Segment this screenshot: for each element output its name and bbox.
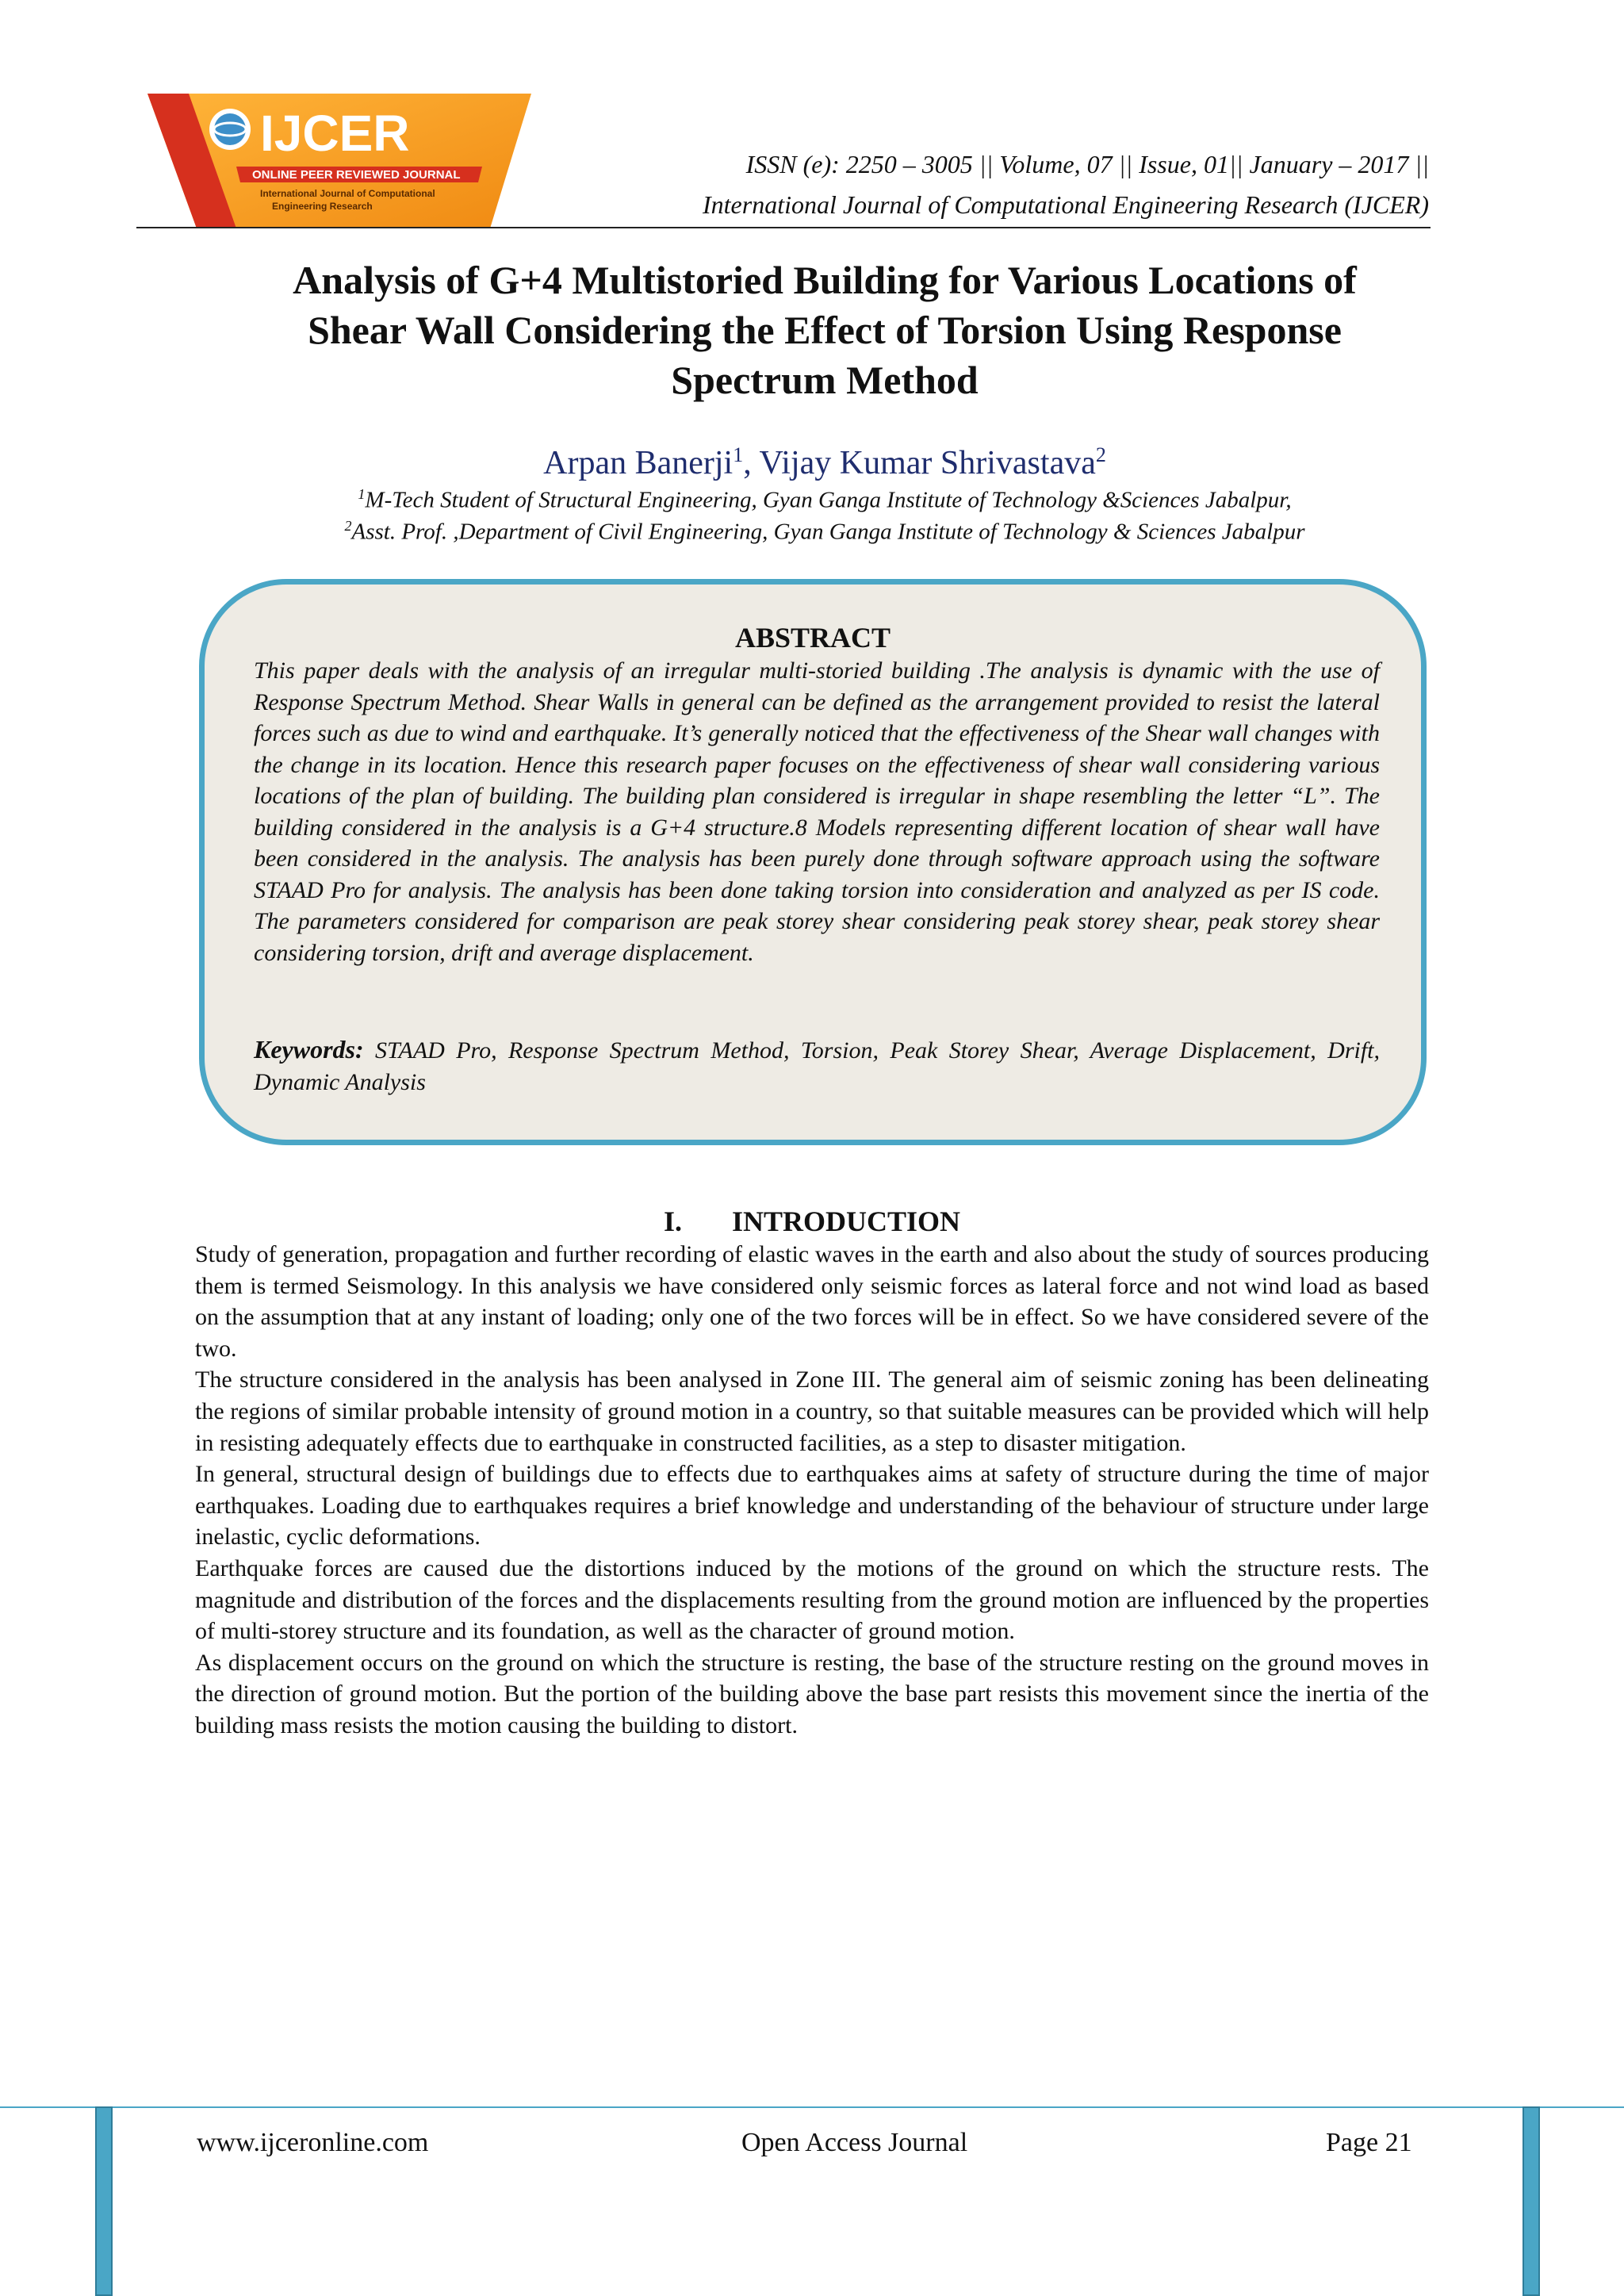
footer-rule (0, 2106, 1624, 2108)
keywords (254, 1034, 1380, 1098)
title-line-2: Shear Wall Considering the Effect of Torsion Using Response (308, 308, 1342, 352)
title-line-3: Spectrum Method (671, 358, 979, 402)
keywords-label: Keywords: (254, 1035, 364, 1064)
paragraph: In general, structural design of buildings due to effects due to earthquakes aims at safety of structure during the time of major earthquakes. Loading due to earthquakes requires a brief knowledge and understanding of the behaviour of structure under large inelastic, cyclic deformations. (195, 1461, 1429, 1550)
footer-bar-right (1522, 2106, 1540, 2296)
header-journal: International Journal of Computational Engineering Research (IJCER) (703, 190, 1429, 219)
author-2-mark: 2 (1095, 443, 1106, 466)
logo-name: IJCER (260, 105, 410, 162)
author-1-mark: 1 (733, 443, 744, 466)
introduction-body (195, 1239, 1429, 1742)
affiliation-1-text: M-Tech Student of Structural Engineering, Gyan Ganga Institute of Technology &Sciences Jabalpur, (365, 487, 1292, 513)
logo-subtitle-2: Engineering Research (272, 201, 373, 212)
paper-title (182, 255, 1467, 405)
header-issn: ISSN (e): 2250 – 3005 || Volume, 07 || Issue, 01|| January – 2017 || (745, 150, 1429, 178)
authors (182, 434, 1467, 485)
affiliation-1 (182, 479, 1467, 516)
author-2: Vijay Kumar Shrivastava (759, 445, 1096, 481)
affiliation-2-mark: 2 (344, 518, 352, 534)
header-rule (136, 227, 1431, 228)
section-heading-introduction (0, 1204, 1624, 1239)
affiliation-2-text: Asst. Prof. ,Department of Civil Engineering, Gyan Ganga Institute of Technology & Sciences Jabalpur (351, 519, 1305, 545)
footer-center-text: Open Access Journal (741, 2128, 968, 2157)
journal-logo (141, 94, 538, 228)
logo-subtitle-1: International Journal of Computational (260, 188, 435, 199)
paragraph: As displacement occurs on the ground on which the structure is resting, the base of the structure resting on the ground moves in the direction of ground motion. But the portion of the building above the base part resists this movement since the inertia of the building mass resists the motion causing the building to distort. (195, 1649, 1429, 1738)
author-separator: , (743, 445, 760, 481)
paragraph: The structure considered in the analysis has been analysed in Zone III. The general aim of seismic zoning has been delineating the regions of similar probable intensity of ground motion in a country, so that suitable measures can be provided which will help in resisting adequately effects due to earthquake in constructed facilities, as a step to disaster mitigation. (195, 1366, 1429, 1456)
author-1: Arpan Banerji (543, 445, 733, 481)
paragraph: Study of generation, propagation and further recording of elastic waves in the earth and also about the study of sources producing them is termed Seismology. In this analysis we have considered only seismic forces as lateral force and not wind load as based on the assumption that at any instant of loading; only one of the two forces will be in effect. So we have considered severe of the two. (195, 1241, 1429, 1362)
affiliation-2 (182, 511, 1467, 547)
logo-tagline: ONLINE PEER REVIEWED JOURNAL (252, 168, 461, 182)
abstract-text: This paper deals with the analysis of an irregular multi-storied building .The analysis is dynamic with the use of Response Spectrum Method. Shear Walls in general can be defined as the arrangement provided to resist the lateral forces such as due to wind and earthquake. It’s generally noticed that the effectiveness of the Shear wall changes with the change in its location. Hence this research paper focuses on the effectiveness of shear wall considering various locations of the plan of building. The building plan considered is irregular in shape resembling the letter “L”. The building considered in the analysis is a G+4 structure.8 Models representing different location of shear wall have been considered in the analysis. The analysis has been purely done through software approach using the software STAAD Pro for analysis. The analysis has been done taking torsion into consideration and analyzed as per IS code. The parameters considered for comparison are peak storey shear considering peak storey shear, peak storey shear considering torsion, drift and average displacement. (254, 657, 1380, 966)
abstract-heading: ABSTRACT (734, 622, 891, 654)
footer-website-link[interactable]: www.ijceronline.com (197, 2128, 429, 2157)
paragraph: Earthquake forces are caused due the distortions induced by the motions of the ground on which the structure rests. The magnitude and distribution of the forces and the displacements resulting from the ground motion are influenced by the properties of multi-storey structure and its foundation, as well as the character of ground motion. (195, 1554, 1429, 1645)
footer-bar-left (95, 2106, 113, 2296)
section-title: INTRODUCTION (731, 1205, 961, 1237)
footer-page-number: Page 21 (1326, 2128, 1412, 2157)
title-line-1: Analysis of G+4 Multistoried Building for Various Locations of (293, 258, 1357, 302)
keywords-text: STAAD Pro, Response Spectrum Method, Torsion, Peak Storey Shear, Average Displacement, Drift, Dynamic Analysis (254, 1037, 1380, 1095)
affiliation-1-mark: 1 (358, 486, 366, 502)
section-number: I. (663, 1205, 682, 1237)
